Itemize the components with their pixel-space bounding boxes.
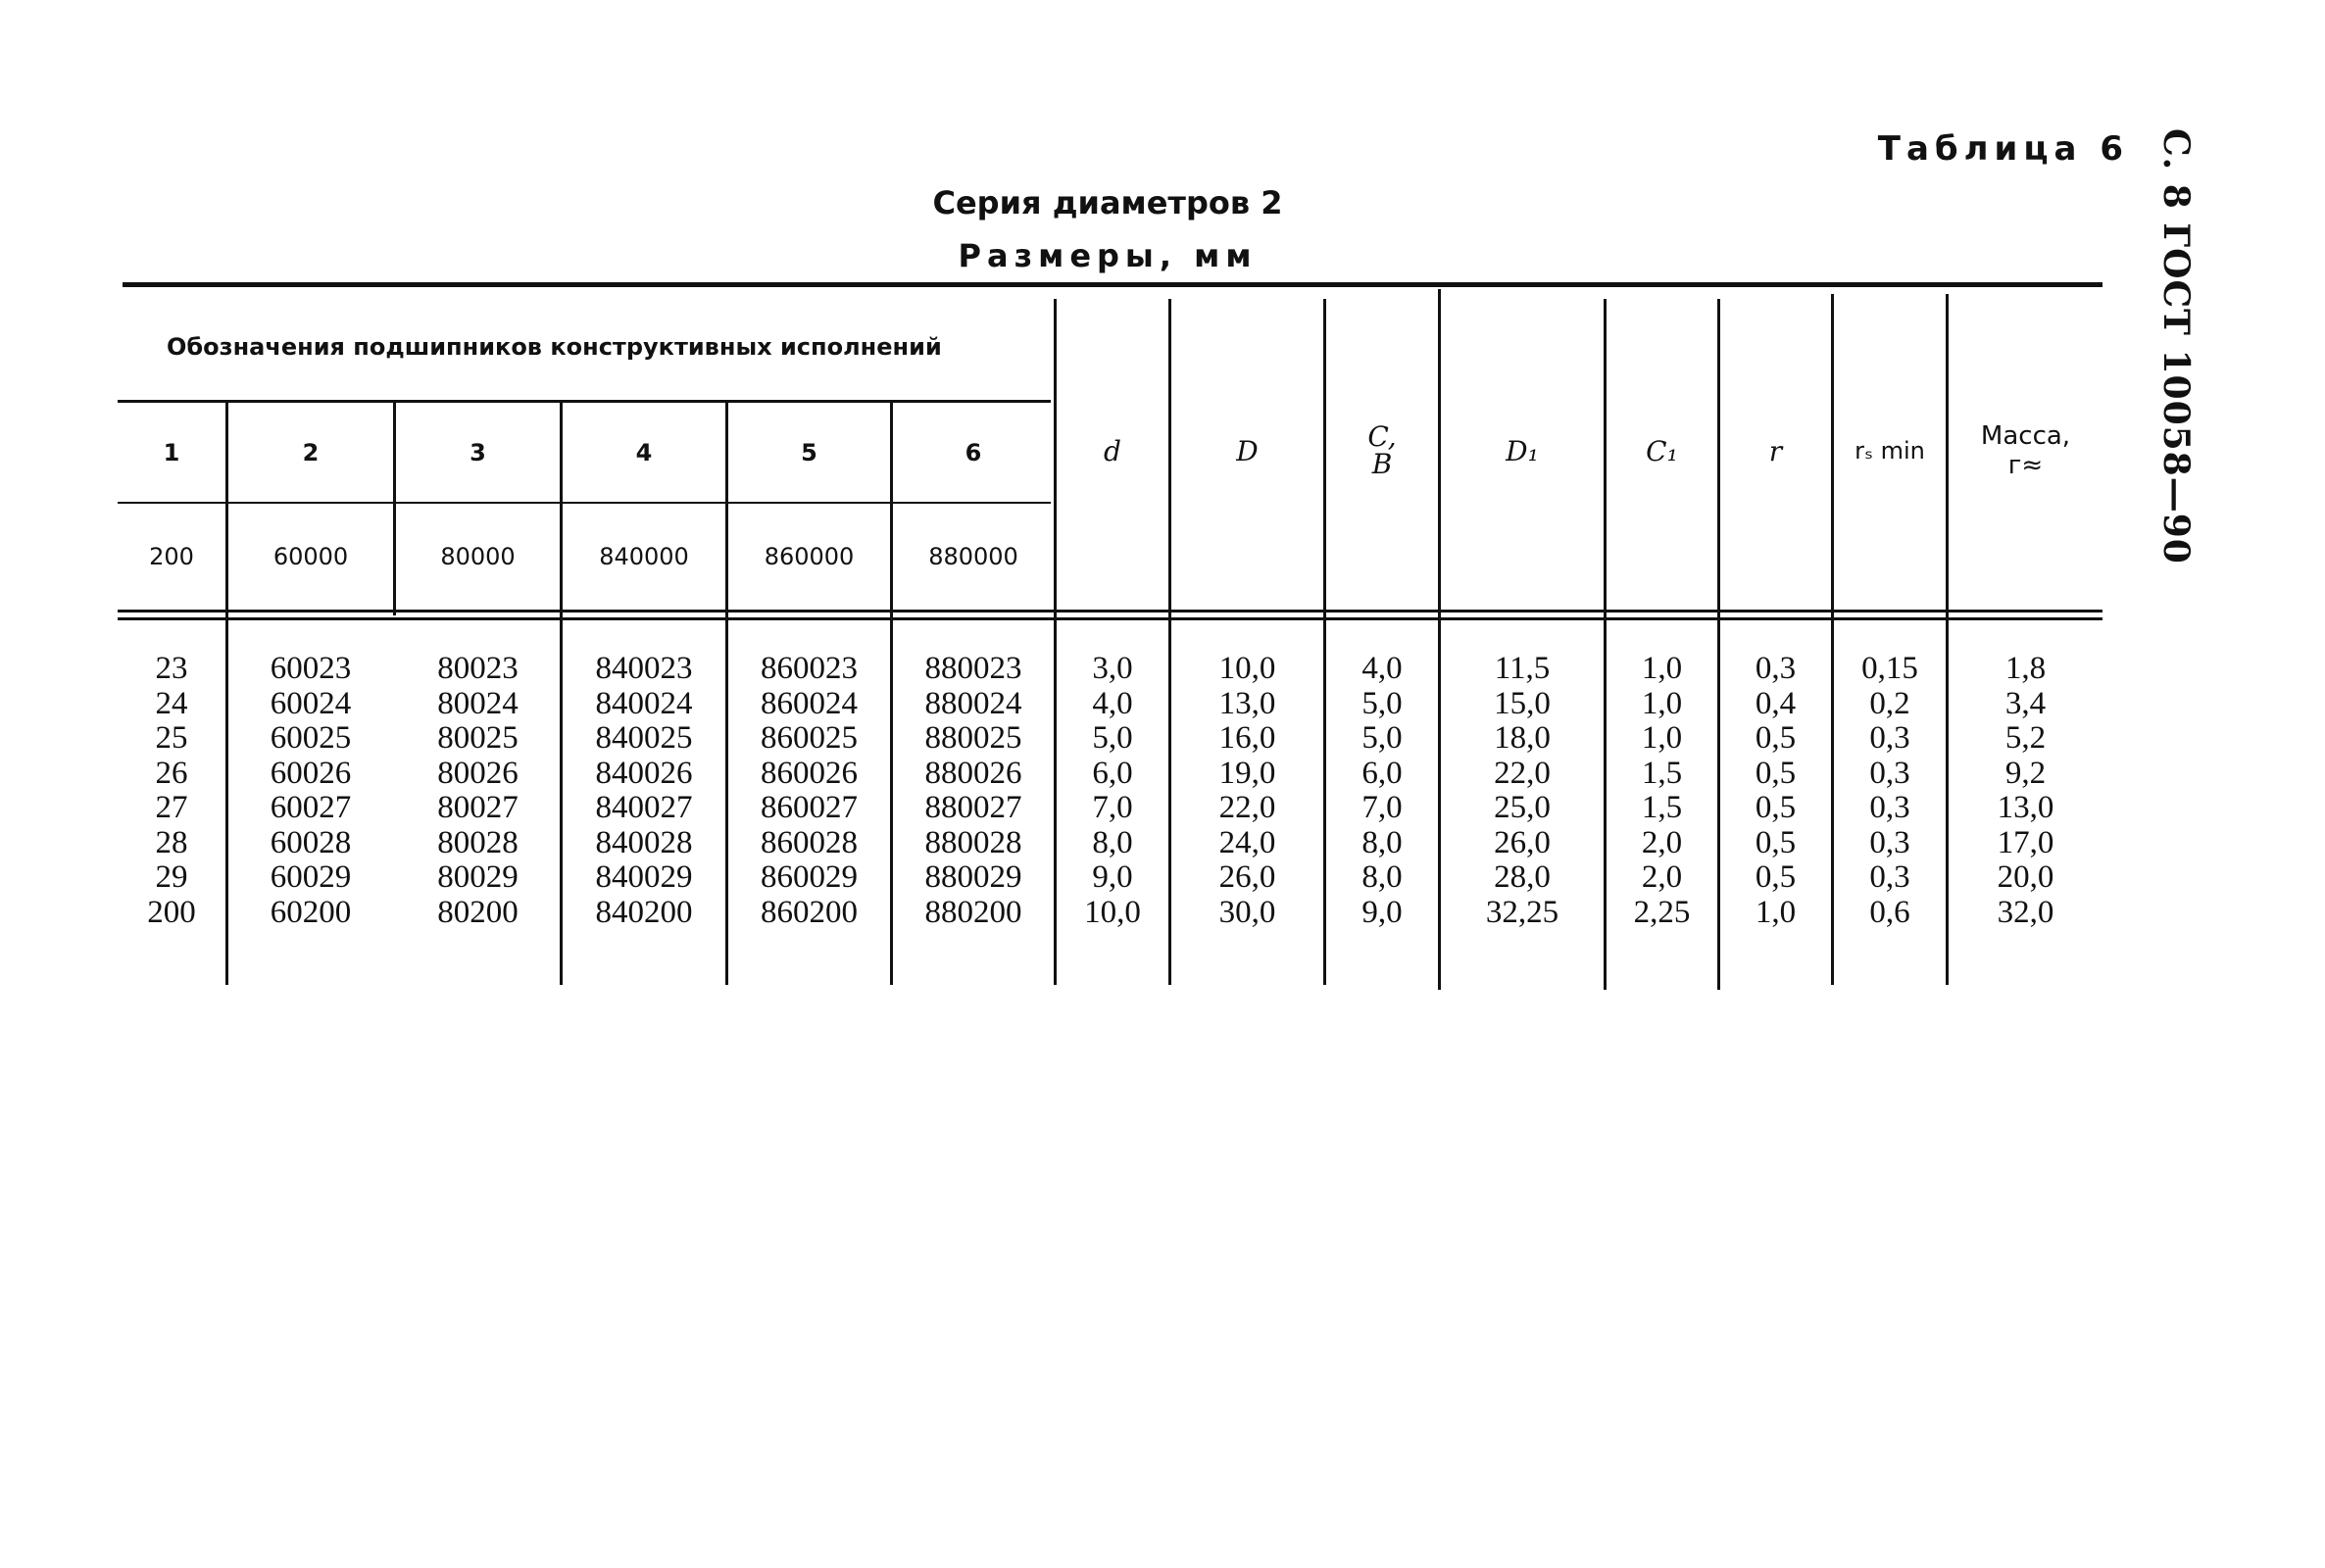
cell: 0,15 [1861,651,1918,686]
cell: 5,0 [1361,720,1403,756]
cell: 29 [155,859,188,895]
cell: 60200 [270,894,352,930]
cell: 11,5 [1494,651,1551,686]
cell: 880027 [924,790,1022,825]
cell: 17,0 [1997,824,2054,860]
header-C-B [1326,294,1438,608]
base-code-5: 860000 [764,542,855,570]
cell: 4,0 [1361,651,1403,686]
column-D1 [1441,652,1604,930]
cell: 0,3 [1755,651,1797,686]
design-number-4: 4 [635,439,653,466]
cell: 860200 [761,894,858,930]
cell: 22,0 [1218,790,1276,825]
cell: 3,0 [1092,651,1133,686]
cell: 30,0 [1218,894,1276,930]
design-number-3: 3 [470,439,486,466]
cell: 880200 [924,894,1022,930]
column-C1 [1607,652,1717,930]
cell: 0,3 [1869,824,1910,860]
cell: 860024 [761,685,858,721]
cell: 5,0 [1361,685,1403,721]
cell: 860026 [761,755,858,791]
cell: 80026 [437,755,519,791]
cell: 80024 [437,685,519,721]
cell: 3,4 [2004,685,2047,721]
cell: 9,2 [2004,755,2047,791]
cell: 840026 [595,755,693,791]
cell: 80029 [437,859,519,895]
cell: 860027 [761,790,858,825]
cell: 60028 [270,824,352,860]
cell: 9,0 [1092,859,1133,895]
header-bottom-rule-a [118,610,2102,612]
cell: 80200 [437,894,519,930]
cell: 0,4 [1755,685,1797,721]
column-C-B [1326,652,1438,930]
cell: 60023 [270,651,352,686]
cell: 1,0 [1641,651,1683,686]
cell: 6,0 [1361,755,1403,791]
cell: 13,0 [1218,685,1276,721]
cell: 22,0 [1494,755,1551,791]
cell: 860025 [761,720,858,756]
cell: 32,25 [1485,894,1559,930]
cell: 840028 [595,824,693,860]
cell: 860029 [761,859,858,895]
cell: 4,0 [1092,685,1133,721]
cell: 26,0 [1494,824,1551,860]
cell: 1,0 [1641,720,1683,756]
cell: 0,3 [1869,755,1910,791]
cell: 2,0 [1641,824,1683,860]
cell: 840029 [595,859,693,895]
cell: 880026 [924,755,1022,791]
cell: 80028 [437,824,519,860]
design-number-5: 5 [801,439,817,466]
cell: 60024 [270,685,352,721]
column-rs-min [1834,652,1946,930]
designation-header: Обозначения подшипников конструктивных исполнений [167,333,942,361]
cell: 880023 [924,651,1022,686]
column-design-1 [118,652,225,930]
cell: 5,0 [1092,720,1133,756]
header-mass-line2: г≈ [2007,451,2044,480]
cell: 1,5 [1641,790,1683,825]
cell: 1,8 [2004,651,2047,686]
design-number-2: 2 [302,439,320,466]
header-mass-line1: Масса, [1980,421,2071,451]
cell: 0,5 [1755,824,1797,860]
cell: 7,0 [1092,790,1133,825]
cell: 60027 [270,790,352,825]
table-top-rule [123,282,2102,287]
cell: 860028 [761,824,858,860]
cell: 27 [155,790,188,825]
units-label: Размеры, мм [958,237,1258,274]
cell: 80025 [437,720,519,756]
cell: 26,0 [1218,859,1276,895]
header-C: C, [1367,420,1397,453]
table-label: Таблица 6 [1877,129,2129,169]
base-code-3: 80000 [440,542,516,570]
cell: 5,2 [2004,720,2047,756]
cell: 10,0 [1084,894,1141,930]
cell: 25 [155,720,188,756]
cell: 10,0 [1218,651,1276,686]
column-mass [1949,652,2102,930]
cell: 8,0 [1361,859,1403,895]
column-design-6 [893,652,1054,930]
cell: 840023 [595,651,693,686]
cell: 18,0 [1494,720,1551,756]
cell: 1,5 [1641,755,1683,791]
cell: 60029 [270,859,352,895]
column-r [1720,652,1831,930]
cell: 60025 [270,720,352,756]
header-rs-min: rₛ min [1855,437,1925,465]
cell: 13,0 [1997,790,2054,825]
cell: 16,0 [1218,720,1276,756]
cell: 80027 [437,790,519,825]
design-number-6: 6 [965,439,982,466]
cell: 15,0 [1494,685,1551,721]
cell: 32,0 [1997,894,2054,930]
cell: 0,5 [1755,790,1797,825]
column-D [1171,652,1323,930]
column-design-5 [728,652,890,930]
header-mass [1949,294,2102,608]
cell: 8,0 [1361,824,1403,860]
cell: 24 [155,685,188,721]
side-header-text: С. 8 ГОСТ 10058—90 [2155,128,2197,564]
cell: 8,0 [1092,824,1133,860]
cell: 26 [155,755,188,791]
column-d [1057,652,1168,930]
cell: 80023 [437,651,519,686]
cell: 0,3 [1869,859,1910,895]
cell: 0,3 [1869,720,1910,756]
cell: 880029 [924,859,1022,895]
column-design-3 [396,652,560,930]
cell: 28,0 [1494,859,1551,895]
cell: 1,0 [1755,894,1797,930]
header-rule-2 [118,502,1051,504]
cell: 24,0 [1218,824,1276,860]
header-bottom-rule-b [118,617,2102,620]
cell: 0,5 [1755,859,1797,895]
cell: 7,0 [1361,790,1403,825]
base-code-6: 880000 [928,542,1018,570]
cell: 0,3 [1869,790,1910,825]
header-D1: D₁ [1506,434,1539,467]
header-rule-1 [118,400,1051,403]
cell: 25,0 [1494,790,1551,825]
header-B: B [1371,448,1393,480]
cell: 23 [155,651,188,686]
cell: 880024 [924,685,1022,721]
cell: 840200 [595,894,693,930]
cell: 9,0 [1361,894,1403,930]
column-design-2 [228,652,393,930]
cell: 0,6 [1869,894,1910,930]
cell: 20,0 [1997,859,2054,895]
header-D: D [1236,434,1259,467]
cell: 2,0 [1641,859,1683,895]
header-r: r [1768,434,1783,467]
cell: 880028 [924,824,1022,860]
cell: 2,25 [1633,894,1691,930]
column-design-4 [563,652,725,930]
cell: 200 [147,894,196,930]
header-d: d [1104,434,1121,467]
cell: 0,2 [1869,685,1910,721]
cell: 840027 [595,790,693,825]
cell: 1,0 [1641,685,1683,721]
cell: 6,0 [1092,755,1133,791]
cell: 0,5 [1755,755,1797,791]
cell: 840024 [595,685,693,721]
cell: 28 [155,824,188,860]
cell: 860023 [761,651,858,686]
cell: 60026 [270,755,352,791]
cell: 0,5 [1755,720,1797,756]
design-number-1: 1 [163,439,180,466]
base-code-2: 60000 [272,542,349,570]
base-code-1: 200 [149,542,194,570]
base-code-4: 840000 [599,542,689,570]
cell: 840025 [595,720,693,756]
cell: 19,0 [1218,755,1276,791]
cell: 880025 [924,720,1022,756]
series-title: Серия диаметров 2 [932,184,1283,221]
header-C1: C₁ [1646,434,1678,467]
